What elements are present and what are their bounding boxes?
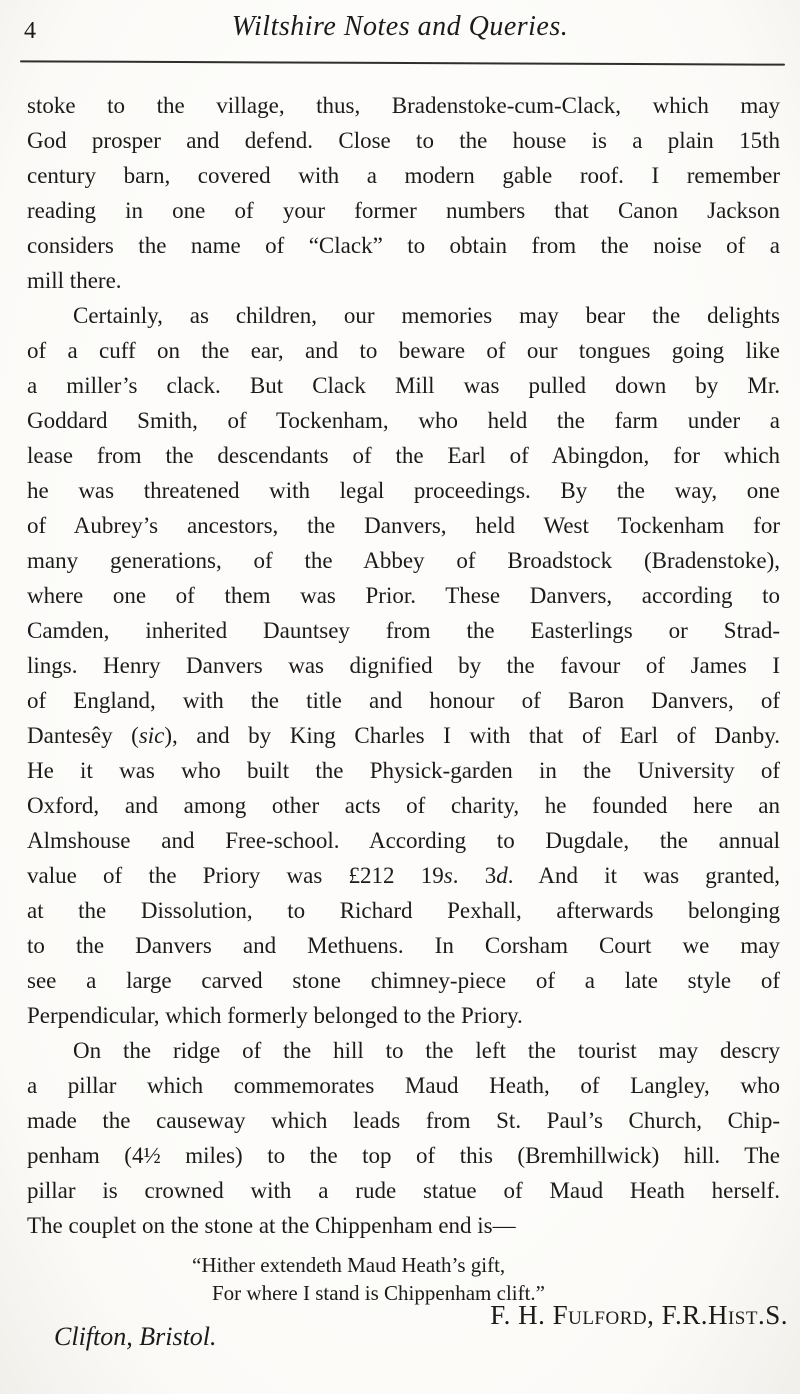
page-number: 4 — [24, 18, 36, 44]
text-line: Camden, inherited Dauntsey from the Easterlings or Strad- — [27, 618, 780, 643]
text-line: at the Dissolution, to Richard Pexhall, afterwards belonging — [27, 898, 780, 923]
text-line: He it was who built the Physick-garden in the University of — [27, 758, 780, 783]
couplet — [192, 1251, 545, 1307]
text-line: Goddard Smith, of Tockenham, who held the farm under a — [27, 408, 780, 433]
text-line: The couplet on the stone at the Chippenham end is— — [27, 1213, 516, 1238]
text-line: of England, with the title and honour of Baron Danvers, of — [27, 688, 780, 713]
text-line: Perpendicular, which formerly belonged to the Priory. — [27, 1003, 523, 1028]
paragraph — [27, 88, 780, 298]
text-line: Almshouse and Free-school. According to Dugdale, the annual — [27, 828, 780, 853]
page-body — [27, 88, 780, 1243]
text-line: pillar is crowned with a rude statue of Maud Heath herself. — [27, 1178, 780, 1203]
text-line: God prosper and defend. Close to the house is a plain 15th — [27, 128, 780, 153]
place-line: Clifton, Bristol. — [54, 1322, 217, 1351]
author-signature: F. H. Fulford, F.R.Hist.S. — [490, 1300, 788, 1330]
text-line: of Aubrey’s ancestors, the Danvers, held West Tockenham for — [27, 513, 780, 538]
text-line: made the causeway which leads from St. Paul’s Church, Chip- — [27, 1108, 780, 1133]
text-line: reading in one of your former numbers that Canon Jackson — [27, 198, 780, 223]
text-line: where one of them was Prior. These Danvers, according to — [27, 583, 780, 608]
paragraph — [27, 298, 780, 1033]
text-line: stoke to the village, thus, Bradenstoke-cum-Clack, which may — [27, 93, 780, 118]
text-line: On the ridge of the hill to the left the tourist may descry — [73, 1038, 780, 1063]
text-line: see a large carved stone chimney-piece of a late style of — [27, 968, 780, 993]
couplet-line: For where I stand is Chippenham clift.” — [212, 1281, 546, 1305]
text-line: value of the Priory was £212 19s. 3d. And it was granted, — [27, 863, 781, 888]
couplet-line: “Hither extendeth Maud Heath’s gift, — [192, 1253, 506, 1277]
text-line: many generations, of the Abbey of Broadstock (Bradenstoke), — [27, 548, 780, 573]
text-line: Oxford, and among other acts of charity, he founded here an — [27, 793, 780, 818]
text-line: he was threatened with legal proceedings. By the way, one — [27, 478, 780, 503]
text-line: Certainly, as children, our memories may bear the delights — [73, 303, 780, 328]
paragraph — [27, 1033, 780, 1243]
text-line: lings. Henry Danvers was dignified by the favour of James I — [27, 653, 780, 678]
text-line: to the Danvers and Methuens. In Corsham Court we may — [27, 933, 780, 958]
text-line: penham (4½ miles) to the top of this (Bremhillwick) hill. The — [27, 1143, 780, 1168]
text-line: considers the name of “Clack” to obtain from the noise of a — [27, 233, 780, 258]
text-line: century barn, covered with a modern gable roof. I remember — [27, 163, 780, 188]
text-line: lease from the descendants of the Earl of Abingdon, for which — [27, 443, 780, 468]
text-line: a pillar which commemorates Maud Heath, of Langley, who — [27, 1073, 780, 1098]
text-line: mill there. — [27, 268, 122, 293]
text-line: of a cuff on the ear, and to beware of our tongues going like — [27, 338, 780, 363]
text-line: a miller’s clack. But Clack Mill was pulled down by Mr. — [27, 373, 780, 398]
running-title: Wiltshire Notes and Queries. — [231, 11, 569, 42]
text-line: Dantesêy (sic), and by King Charles I with that of Earl of Danby. — [27, 723, 780, 748]
header-rule — [20, 60, 785, 65]
